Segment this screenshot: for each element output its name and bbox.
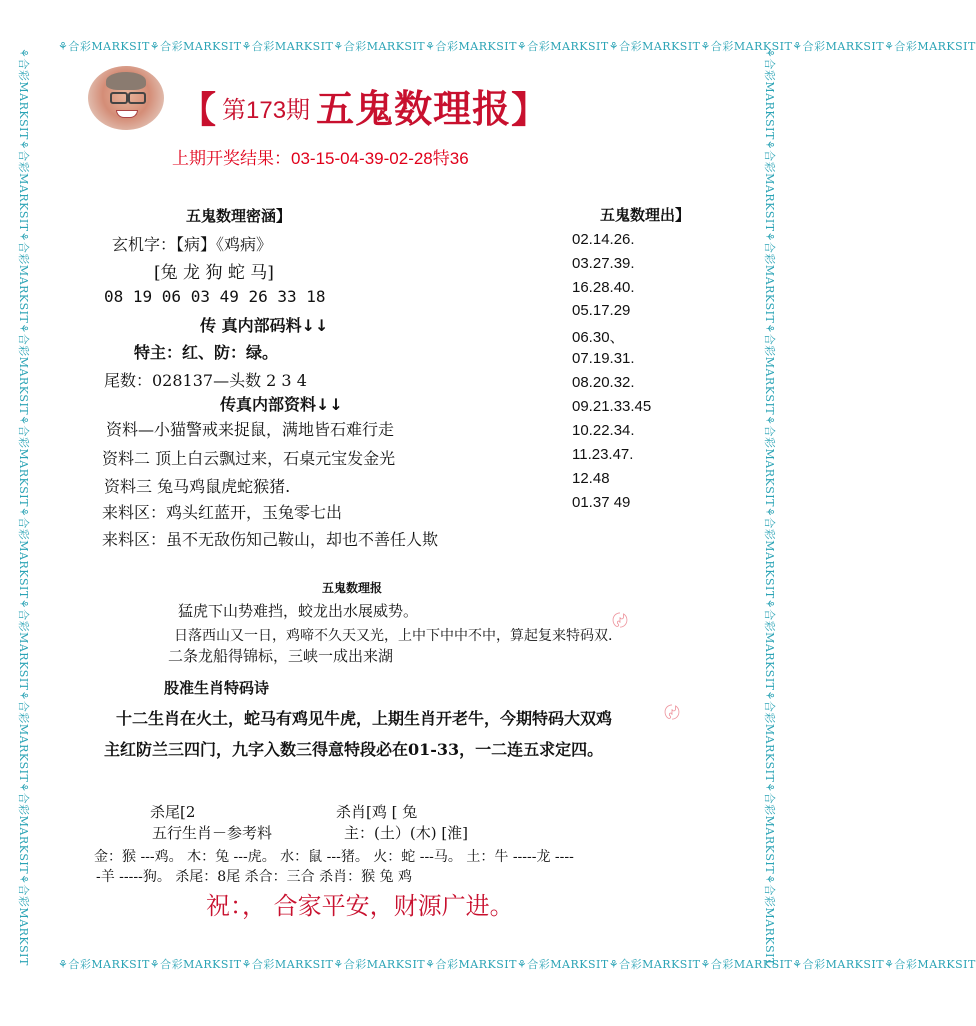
red-stamp-mark: 〄 (612, 611, 629, 630)
number-row: 06.30、 (572, 329, 625, 346)
border-watermark-top: ⚘合彩MARKSIT⚘合彩MARKSIT⚘合彩MARKSIT⚘合彩MARKSIT⚘合彩MARKSIT⚘合彩MARKSIT⚘合彩MARKSIT⚘合彩MARKSIT⚘合彩MARKSIT⚘合彩MARKSIT (58, 40, 976, 53)
fax-data-label: 传真内部资料 (220, 395, 317, 414)
number-row: 11.23.47. (572, 446, 634, 463)
issue-number: 第173期 (222, 97, 311, 124)
border-watermark-left: ⚘合彩MARKSIT⚘合彩MARKSIT⚘合彩MARKSIT⚘合彩MARKSIT⚘合彩MARKSIT⚘合彩MARKSIT⚘合彩MARKSIT⚘合彩MARKSIT⚘合彩MARKSIT⚘合彩MARKSIT (17, 48, 30, 966)
number-row: 01.37 49 (572, 494, 631, 511)
avatar-hair (106, 72, 146, 90)
xuanji-text: 玄机字：【病】《鸡病》 (112, 235, 273, 254)
author-avatar (88, 66, 164, 130)
zodiac-list: [兔 龙 狗 蛇 马] (154, 263, 274, 283)
verse-line-three: 二条龙船得锦标，三峡一成出来湖 (168, 647, 394, 665)
number-row: 05.17.29 (572, 302, 631, 319)
verse-line-two: 日落西山又一日，鸡啼不久天又光，上中下中中不中，算起复来特码双. (174, 628, 613, 644)
number-row: 16.28.40. (572, 279, 635, 296)
elements-line-one: 金：猴 ---鸡。 木：兔 ---虎。 水：鼠 ---猪。 火：蛇 ---马。 土：牛 -----龙 ---- (94, 849, 574, 865)
fax-code-heading (200, 313, 328, 336)
down-arrows-icon: ↓↓ (301, 316, 329, 335)
red-stamp-mark-2: 〄 (664, 703, 681, 722)
numbers-heading: 五鬼数理出】 (600, 206, 691, 224)
avatar-glasses-right (128, 92, 146, 104)
elements-line-two: -羊 -----狗。 杀尾：8尾 杀合：三合 杀肖：猴 兔 鸡 (96, 869, 412, 885)
tail-numbers: 尾数：028137—头数 2 3 4 (104, 371, 307, 390)
border-watermark-right: ⚘合彩MARKSIT⚘合彩MARKSIT⚘合彩MARKSIT⚘合彩MARKSIT⚘合彩MARKSIT⚘合彩MARKSIT⚘合彩MARKSIT⚘合彩MARKSIT⚘合彩MARKSIT⚘合彩MARKSIT (763, 48, 776, 966)
poem-line-one: 十二生肖在火土，蛇马有鸡见牛虎，上期生肖开老牛，今期特码大双鸡 (116, 709, 613, 728)
title-bracket-open: 【 (180, 89, 217, 131)
avatar-glasses-left (110, 92, 128, 104)
number-row: 10.22.34. (572, 422, 635, 439)
paper-name: 五鬼数理报 (316, 86, 512, 131)
number-list: 08 19 06 03 49 26 33 18 (104, 287, 326, 306)
small-section-title: 五鬼数理报 (322, 581, 383, 595)
source-area-one: 来料区：鸡头红蓝开，玉兔零七出 (102, 503, 343, 522)
blessing-text: 祝：， 合家平安，财源广进。 (206, 892, 514, 920)
special-main: 特主：红、防：绿。 (134, 343, 279, 362)
title-bracket-close: 】 (511, 89, 548, 131)
kill-tail: 杀尾[2 (150, 803, 196, 821)
number-row: 09.21.33.45 (572, 398, 652, 415)
five-elements-heading: 五行生肖－参考料 (152, 824, 273, 842)
data-one: 资料—小猫警戒来捉鼠，满地皆石难行走 (106, 420, 395, 439)
number-row: 03.27.39. (572, 255, 635, 272)
page-title (180, 78, 547, 133)
source-area-two: 来料区：虽不无敌伤知己鞍山，却也不善任人欺 (102, 530, 439, 549)
secret-heading: 五鬼数理密涵】 (186, 207, 292, 225)
verse-line-one: 猛虎下山势难挡，蛟龙出水展威势。 (178, 602, 419, 620)
number-row: 08.20.32. (572, 374, 635, 391)
data-three: 资料三 兔马鸡鼠虎蛇猴猪. (104, 477, 291, 496)
number-row: 12.48 (572, 470, 610, 487)
down-arrows-icon-2: ↓↓ (316, 395, 343, 414)
main-elements: 主：(土）(木) [淮] (344, 824, 469, 842)
fax-data-heading (220, 392, 343, 415)
number-row: 07.19.31. (572, 350, 635, 367)
poem-title: 股准生肖特码诗 (164, 679, 270, 697)
fax-code-label: 传 真内部码料 (200, 316, 302, 335)
data-two: 资料二 顶上白云飘过来，石桌元宝发金光 (102, 449, 396, 468)
border-watermark-bottom: ⚘合彩MARKSIT⚘合彩MARKSIT⚘合彩MARKSIT⚘合彩MARKSIT⚘合彩MARKSIT⚘合彩MARKSIT⚘合彩MARKSIT⚘合彩MARKSIT⚘合彩MARKSIT⚘合彩MARKSIT (58, 958, 976, 971)
poem-line-two: 主红防兰三四门，九字入数三得意特段必在01-33，一二连五求定四。 (104, 740, 604, 759)
last-draw-result: 上期开奖结果：03-15-04-39-02-28特36 (172, 149, 469, 168)
number-row: 02.14.26. (572, 231, 635, 248)
avatar-smile (116, 110, 138, 118)
kill-zodiac: 杀肖[鸡 [ 兔 (336, 803, 418, 821)
